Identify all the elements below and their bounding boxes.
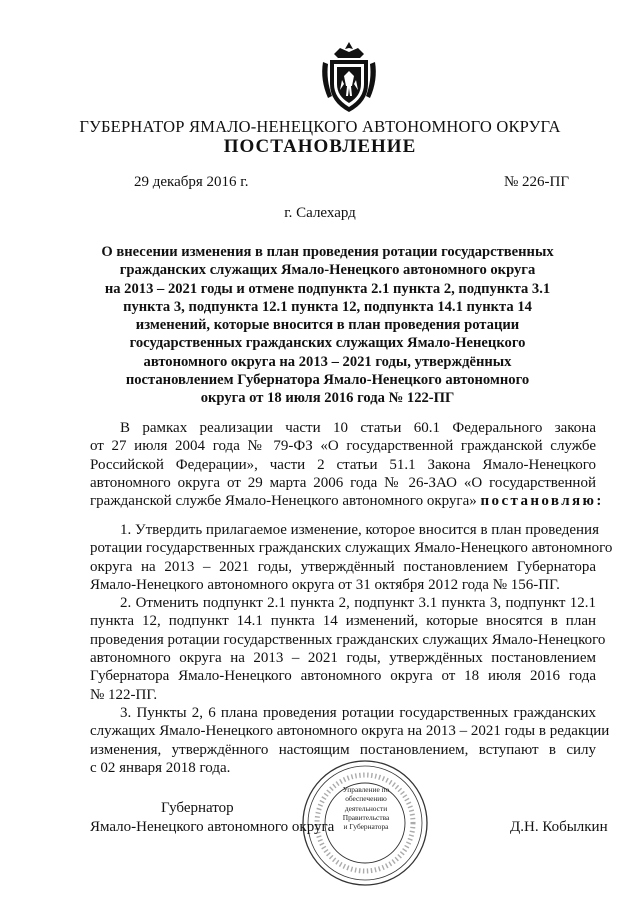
resolution-item-2 xyxy=(90,594,606,704)
title-line: округа от 18 июля 2016 года № 122-ПГ xyxy=(200,390,455,407)
preamble-line: гражданской службе Ямало-Ненецкого автономного округа» xyxy=(90,493,477,510)
org-name: ГУБЕРНАТОР ЯМАЛО-НЕНЕЦКОГО АВТОНОМНОГО ОКРУГА xyxy=(79,117,561,136)
item-line: 2. Отменить подпункт 2.1 пункта 2, подпункт 3.1 пункта 3, подпункт 12.1 xyxy=(120,595,596,612)
item-line: пункта 12, подпункт 14.1 пункта 14 изменений, которые вносятся в план xyxy=(90,613,596,630)
seal-line: Управление по xyxy=(342,785,390,794)
item-line: служащих Ямало-Ненецкого автономного округа на 2013 – 2021 годы в редакции xyxy=(90,723,610,740)
preamble-paragraph xyxy=(90,419,604,510)
title-line: О внесении изменения в план проведения ротации государственных xyxy=(101,244,554,260)
title-line: постановлением Губернатора Ямало-Ненецкого автономного xyxy=(125,372,530,389)
preamble-line: Российской Федерации», части 2 статьи 51.1 Закона Ямало-Ненецкого xyxy=(90,456,596,473)
item-line: изменения, утверждённого настоящим постановлением, вступают в силу xyxy=(90,741,596,758)
document-city: г. Салехард xyxy=(284,205,356,221)
signer-organization: Ямало-Ненецкого автономного округа xyxy=(90,819,335,835)
document-number: № 226-ПГ xyxy=(504,174,570,190)
seal-line: и Губернатора xyxy=(343,822,389,832)
item-line: 1. Утвердить прилагаемое изменение, которое вносится в план проведения xyxy=(120,522,599,538)
signer-name: Д.Н. Кобылкин xyxy=(510,819,608,835)
coat-of-arms-icon xyxy=(320,40,378,114)
resolution-item-1 xyxy=(90,521,613,594)
title-line: на 2013 – 2021 годы и отмене подпункта 2.1 пункта 2, подпункта 3.1 xyxy=(104,280,551,297)
document-type: ПОСТАНОВЛЕНИЕ xyxy=(223,136,417,157)
seal-line: деятельности xyxy=(344,803,388,813)
title-line: пункта 3, подпункта 12.1 пункта 12, подпункта 14.1 пункта 14 xyxy=(123,298,532,315)
item-line: с 02 января 2018 года. xyxy=(90,759,231,776)
item-line: проведения ротации государственных гражданских служащих Ямало-Ненецкого xyxy=(90,631,606,648)
preamble-line: В рамках реализации части 10 статьи 60.1 Федерального закона xyxy=(120,420,596,436)
resolve-word: постановляю: xyxy=(480,493,604,510)
item-line: автономного округа на 2013 – 2021 годы, утверждённых постановлением xyxy=(90,650,596,667)
preamble-line: от 27 июля 2004 года № 79-ФЗ «О государственной гражданской службе xyxy=(90,438,596,455)
item-line: Ямало-Ненецкого автономного округа от 31 октября 2012 года № 156-ПГ. xyxy=(90,576,560,593)
title-line: изменений, которые вносится в план проведения ротации xyxy=(135,317,520,334)
document-title xyxy=(100,243,555,408)
document-date: 29 декабря 2016 г. xyxy=(134,174,249,190)
preamble-line: автономного округа от 29 марта 2006 года № 26-ЗАО «О государственной xyxy=(90,474,596,491)
seal-line: Правительства xyxy=(342,812,390,822)
preamble-last-line xyxy=(90,492,604,510)
item-line: Губернатора Ямало-Ненецкого автономного округа от 18 июля 2016 года xyxy=(90,668,596,685)
seal-line: обеспечению xyxy=(345,794,387,804)
item-line: округа на 2013 – 2021 годы, утверждённый постановлением Губернатора xyxy=(90,558,596,575)
item-line: № 122-ПГ. xyxy=(90,686,158,703)
item-line: 3. Пункты 2, 6 плана проведения ротации государственных гражданских xyxy=(120,704,596,721)
resolution-items xyxy=(90,521,613,777)
title-line: гражданских служащих Ямало-Ненецкого автономного округа xyxy=(119,262,536,279)
title-line: государственных гражданских служащих Ямало-Ненецкого xyxy=(129,335,526,352)
signer-position: Губернатор xyxy=(161,800,234,816)
title-line: автономного округа на 2013 – 2021 годы, утверждённых xyxy=(143,353,512,370)
item-line: ротации государственных гражданских служащих Ямало-Ненецкого автономного xyxy=(90,540,613,557)
seal-inner-text xyxy=(330,785,402,831)
